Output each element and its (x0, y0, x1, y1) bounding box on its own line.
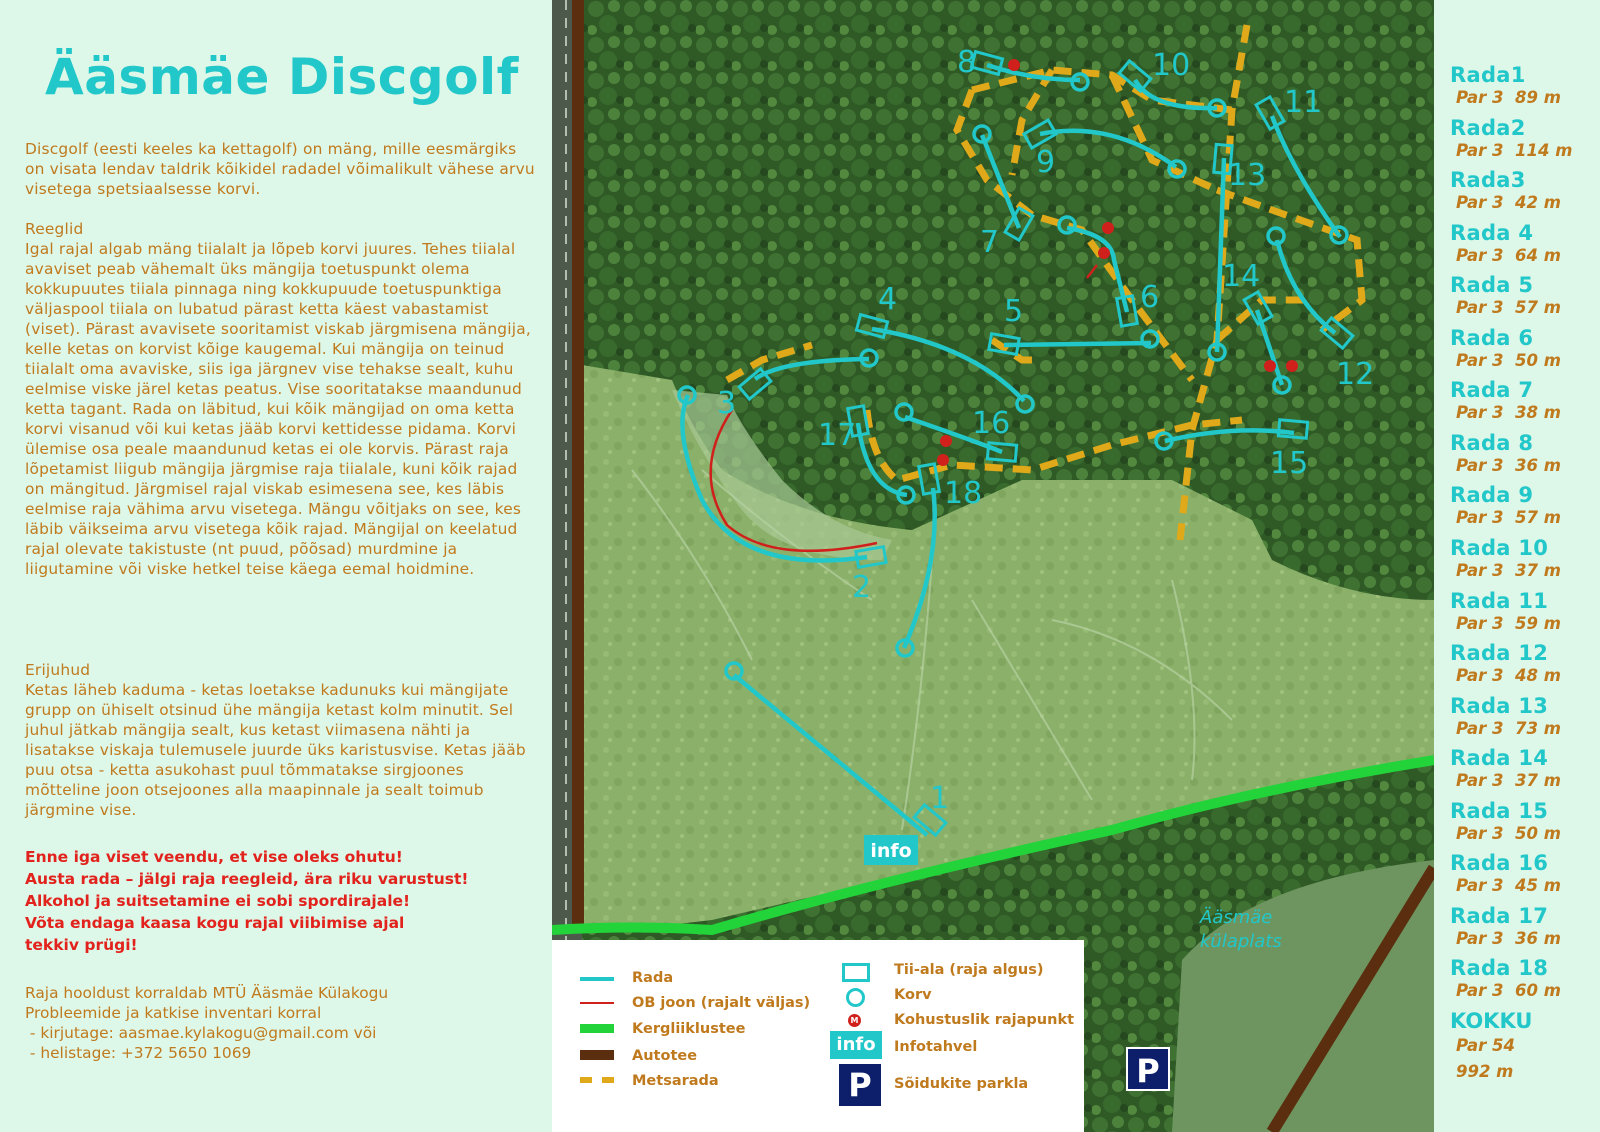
legend-tee-swatch (842, 963, 870, 982)
hole-par-length: Par 3 59 m (1456, 614, 1561, 633)
hole-label: 2 (852, 570, 872, 605)
village-label: külaplats (1200, 931, 1282, 952)
page-title: Ääsmäe Discgolf (45, 48, 519, 106)
hole-name: Rada 11 (1450, 589, 1549, 613)
hole-entry (1450, 746, 1600, 792)
legend-kohustuslik-label: Kohustuslik rajapunkt (894, 1012, 1075, 1028)
hole-par-length: Par 3 48 m (1456, 666, 1561, 685)
hole-par-length: Par 3 73 m (1456, 719, 1561, 738)
special-cases-heading: Erijuhud (25, 661, 91, 679)
hole-entry (1450, 116, 1600, 162)
hole-name: Rada 4 (1450, 221, 1534, 245)
legend-autotee-swatch (580, 1050, 614, 1060)
hole-name: Rada 7 (1450, 378, 1534, 402)
warning-line: Alkohol ja suitsetamine ei sobi spordirajale! (25, 892, 411, 910)
hole-entry (1450, 483, 1600, 529)
legend-metsarada-swatch (580, 1077, 592, 1083)
hole-par-length: Par 3 89 m (1456, 88, 1561, 107)
legend-basket-swatch (846, 988, 865, 1007)
hole-name: Rada 8 (1450, 431, 1534, 455)
warning-line: Enne iga viset veendu, et vise oleks ohutu! (25, 848, 403, 866)
warning-line: Võta endaga kaasa kogu rajal viibimise ajal (25, 914, 405, 932)
hole-name: Rada 6 (1450, 326, 1534, 350)
legend-parkla-label: Sõidukite parkla (894, 1076, 1029, 1092)
hole-entry (1450, 536, 1600, 582)
hole-label: 14 (1222, 259, 1261, 294)
maintenance-info (25, 983, 545, 1063)
hole-entry (1450, 431, 1600, 477)
hole-entry (1450, 378, 1600, 424)
legend-infotahvel-label: Infotahvel (894, 1039, 978, 1055)
hole-name: Rada 5 (1450, 273, 1534, 297)
hole-par-length: Par 3 37 m (1456, 561, 1561, 580)
hole-label: 16 (972, 406, 1011, 441)
hole-name: Rada 17 (1450, 904, 1549, 928)
parking-marker-label: P (1136, 1052, 1160, 1090)
hole-par-length: Par 3 42 m (1456, 193, 1561, 212)
hole-par-length: Par 3 57 m (1456, 508, 1561, 527)
maintenance-phone: - helistage: +372 5650 1069 (25, 1044, 252, 1062)
legend-autotee-label: Autotee (632, 1048, 698, 1064)
hole-label: 13 (1228, 158, 1267, 193)
warning-line: tekkiv prügi! (25, 936, 138, 954)
hole-entry (1450, 221, 1600, 267)
hole-name: Rada 15 (1450, 799, 1549, 823)
hole-label: 5 (1004, 294, 1024, 329)
rules-heading: Reeglid (25, 220, 84, 238)
hole-par-length: Par 3 50 m (1456, 824, 1561, 843)
legend-parking-swatch: P (839, 1064, 881, 1106)
legend-metsarada-label: Metsarada (632, 1073, 719, 1089)
map-legend (552, 940, 1084, 1132)
warning-line: Austa rada – jälgi raja reegleid, ära riku varustust! (25, 870, 469, 888)
hole-par-length: Par 3 37 m (1456, 771, 1561, 790)
hole-name: Rada2 (1450, 116, 1526, 140)
hole-name: Rada 10 (1450, 536, 1549, 560)
hole-name: Rada 18 (1450, 956, 1549, 980)
legend-rada-label: Rada (632, 970, 674, 986)
hole-name: Rada1 (1450, 63, 1526, 87)
hole-label: 3 (717, 386, 737, 421)
course-total (1450, 1009, 1600, 1085)
hole-par-length: Par 3 38 m (1456, 403, 1561, 422)
hole-label: 12 (1336, 357, 1375, 392)
hole-name: Rada 14 (1450, 746, 1549, 770)
legend-kergliiklus-label: Kergliiklustee (632, 1021, 746, 1037)
hole-list-panel (1434, 0, 1600, 1132)
hole-par-length: Par 3 60 m (1456, 981, 1561, 1000)
hole-entry (1450, 63, 1600, 109)
hole-entry (1450, 326, 1600, 372)
info-panel (0, 0, 552, 1132)
hole-entry (1450, 273, 1600, 319)
hole-entry (1450, 956, 1600, 1002)
hole-label: 17 (818, 418, 857, 453)
hole-label: 9 (1036, 145, 1056, 180)
intro-text: Discgolf (eesti keeles ka kettagolf) on mäng, mille eesmärgiks on visata lendav taldrik kõikidel radadel võimalikult vähese arvu visetega spetsiaalsesse korvi. (25, 140, 535, 198)
hole-entry (1450, 589, 1600, 635)
hole-name: Rada 16 (1450, 851, 1549, 875)
legend-ob-label: OB joon (rajalt väljas) (632, 995, 811, 1011)
hole-par-length: Par 3 36 m (1456, 456, 1561, 475)
hole-entry (1450, 694, 1600, 740)
hole-label: 8 (957, 45, 977, 80)
hole-entry (1450, 851, 1600, 897)
hole-entry (1450, 904, 1600, 950)
legend-rada-swatch (580, 977, 614, 981)
hole-par-length: Par 3 50 m (1456, 351, 1561, 370)
hole-name: Rada3 (1450, 168, 1526, 192)
total-label: KOKKU (1450, 1009, 1533, 1033)
legend-tee-label: Tii-ala (raja algus) (894, 962, 1044, 978)
total-length: 992 m (1456, 1062, 1514, 1081)
info-board-label: info (870, 840, 912, 862)
hole-label: 10 (1152, 48, 1191, 83)
hole-label: 1 (930, 781, 950, 816)
total-par: Par 54 (1456, 1036, 1516, 1055)
legend-metsarada-swatch (602, 1077, 614, 1083)
hole-entry (1450, 799, 1600, 845)
legend-kergliiklus-swatch (580, 1024, 614, 1033)
hole-name: Rada 9 (1450, 483, 1534, 507)
maintenance-line: Probleemide ja katkise inventari korral (25, 1004, 322, 1022)
maintenance-line: Raja hooldust korraldab MTÜ Ääsmäe Külakogu (25, 984, 389, 1002)
maintenance-email: - kirjutage: aasmae.kylakogu@gmail.com või (25, 1024, 377, 1042)
hole-entry (1450, 168, 1600, 214)
hole-label: 7 (980, 225, 1000, 260)
hole-par-length: Par 3 64 m (1456, 246, 1561, 265)
hole-name: Rada 13 (1450, 694, 1549, 718)
hole-par-length: Par 3 45 m (1456, 876, 1561, 895)
hole-par-length: Par 3 57 m (1456, 298, 1561, 317)
legend-mandatory-swatch: M (848, 1014, 861, 1027)
village-label: Ääsmäe (1200, 907, 1273, 928)
hole-entry (1450, 641, 1600, 687)
special-cases-text: Ketas läheb kaduma - ketas loetakse kadunuks kui mängijate grupp on ühiselt otsinud ühe mängija ketast kolm minutit. Sel juhul jätkab mängija sealt, kus ketast viimasena nähti ja lisatakse viskaja tulemusele juurde üks karistusvise. Ketas jääb puu otsa - ketta asukohast puul tõmmatakse sirgjoones mõtteline joon otsejoones alla maapinnale ja sealt toimub järgmine vise. (25, 681, 526, 819)
hole-label: 15 (1270, 446, 1309, 481)
hole-name: Rada 12 (1450, 641, 1549, 665)
warnings (25, 846, 545, 956)
hole-label: 18 (944, 476, 983, 511)
hole-par-length: Par 3 36 m (1456, 929, 1561, 948)
hole-label: 11 (1284, 85, 1323, 120)
legend-korv-label: Korv (894, 987, 932, 1003)
legend-ob-swatch (580, 1002, 614, 1004)
hole-label: 4 (878, 282, 898, 317)
hole-label: 6 (1140, 280, 1160, 315)
hole-par-length: Par 3 114 m (1456, 141, 1573, 160)
rules-text: Igal rajal algab mäng tiialalt ja lõpeb korvi juures. Tehes tiialal avaviset peab vähemalt üks mängija toetuspunkt olema kokkupuutes tiiala pinnaga ning kokkupuude toetuspunktiga väljaspool tiiala on lubatud pärast ketta käest vabastamist (viset). Pärast avavisete sooritamist viskab järgmisena mängija, kelle ketas on korvist kõige kaugemal. Kui mängija on teinud tiialalt oma avaviske, siis iga järgnev vise tehakse sealt, kuhu eelmise viske järel ketas peatus. Vise sooritatakse maandunud ketta tagant. Rada on läbitud, kui kõik mängijad on oma ketta korvi visanud või kui ketas jääb korvi kettidesse pidama. Korvi ülemise osa peale maandunud ketas ei ole korvis. Pärast raja lõpetamist liigub mängija järgmise raja tiialale, kuni kõik rajad on mängitud. Järgmisel rajal viskab esimesena see, kes läbis eelmise raja vähima arvu visetega. Mängu võitjaks on see, kes läbib väikseima arvu visetega kõik rajad. Mängijal on keelatud rajal olevate takistuste (nt puud, põõsad) murdmine ja liigutamine või viske hetkel teise käega eemal hoidmine. (25, 240, 531, 578)
legend-info-swatch: info (830, 1031, 882, 1059)
